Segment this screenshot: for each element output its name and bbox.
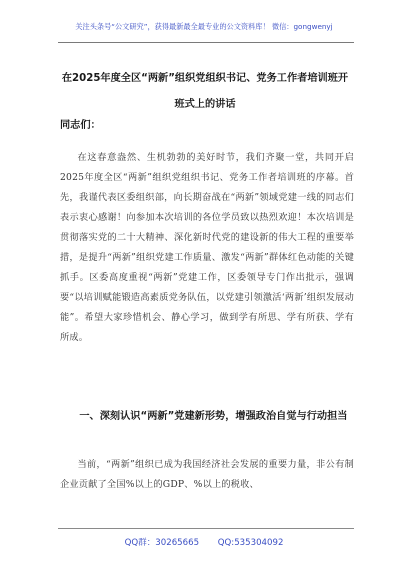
footer-divider	[58, 528, 354, 529]
salutation: 同志们：	[60, 120, 101, 131]
header-divider	[58, 42, 354, 43]
footer-qq-group[interactable]: QQ群：30265665	[124, 538, 200, 548]
header-banner[interactable]: 关注头条号“公文研究”，获得最新最全最专业的公文资料库！ 微信：gongwenyj	[75, 22, 333, 31]
footer	[0, 536, 408, 548]
body-paragraph-2: 当前，“两新”组织已成为我国经济社会发展的重要力量，非公有制企业贡献了全国%以上的GDP、%以上的税收、	[60, 459, 354, 490]
section-heading-1: 一、深刻认识“两新”党建新形势，增强政治自觉与行动担当	[79, 411, 348, 422]
body-paragraph-1: 在这春意盎然、生机勃勃的美好时节，我们齐聚一堂，共同开启2025年度全区“两新”组织党组织书记、党务工作者培训班的序幕。首先，我谨代表区委组织部，向长期奋战在“两新”领域党建一线的同志们表示衷心感谢！向参加本次培训的各位学员致以热烈欢迎！本次培训是贯彻落实党的二十大精神、深化新时代党的建设新的伟大工程的重要举措，是提升“两新”组织党建工作质量、激发“两新”群体红色动能的关键抓手。区委高度重视“两新”党建工作，区委领导专门作出批示，强调要“以培训赋能锻造高素质党务队伍，以党建引领激活‘两新’组织发展动能”。希望大家珍惜机会、静心学习，做到学有所思、学有所获、学有所成。	[60, 152, 354, 343]
document-title: 在2025年度全区“两新”组织党组织书记、党务工作者培训班开班式上的讲话	[61, 73, 349, 110]
footer-qq[interactable]: QQ:535304092	[217, 538, 284, 548]
